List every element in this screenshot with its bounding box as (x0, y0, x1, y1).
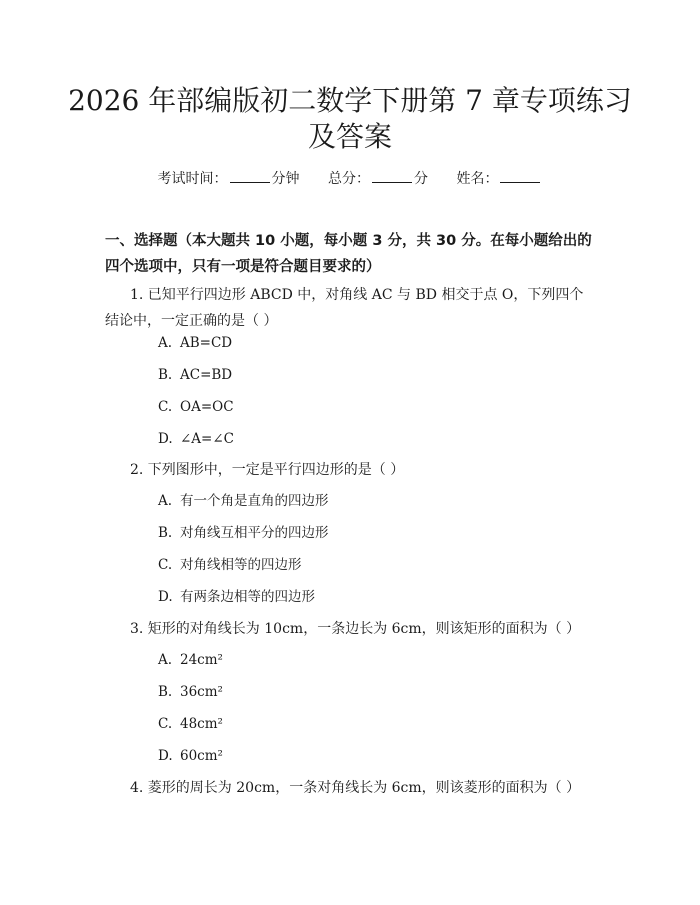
exam-time-label: 考试时间： (157, 171, 228, 187)
option-text: OA=OC (180, 399, 234, 415)
option-letter: B. (158, 525, 173, 541)
option-1c (158, 397, 234, 417)
option-2a (158, 491, 329, 511)
option-letter: D. (158, 748, 173, 764)
total-score-blank (372, 168, 412, 183)
option-text: AB=CD (180, 335, 233, 351)
option-1d (158, 429, 234, 449)
option-letter: D. (158, 589, 173, 605)
option-letter: A. (158, 493, 173, 509)
option-text: 对角线相等的四边形 (180, 557, 302, 573)
exam-time-unit: 分钟 (271, 171, 300, 187)
question-text: 2. 下列图形中，一定是平行四边形的是（ ） (130, 462, 405, 478)
option-3a (158, 650, 223, 670)
option-text: AC=BD (180, 367, 233, 383)
exam-info-line (0, 168, 700, 189)
option-letter: C. (158, 716, 173, 732)
option-text: 有一个角是直角的四边形 (180, 493, 329, 509)
option-3c (158, 714, 223, 734)
option-text: 24cm² (180, 652, 223, 668)
option-text: 有两条边相等的四边形 (180, 589, 315, 605)
total-score-field (328, 168, 428, 189)
option-1a (158, 333, 232, 353)
option-letter: C. (158, 557, 173, 573)
option-letter: B. (158, 684, 173, 700)
section-heading: 一、选择题（本大题共 10 小题，每小题 3 分，共 30 分。在每小题给出的四个选项中，只有一项是符合题目要求的） (105, 233, 592, 275)
question-text: 3. 矩形的对角线长为 10cm，一条边长为 6cm，则该矩形的面积为（ ） (130, 621, 581, 637)
option-text: ∠A=∠C (180, 431, 235, 447)
student-name-field (456, 168, 542, 189)
option-letter: A. (158, 652, 173, 668)
option-text: 36cm² (180, 684, 223, 700)
exam-time-field (158, 168, 300, 189)
page-title: 2026 年部编版初二数学下册第 7 章专项练习 (68, 84, 632, 117)
option-text: 对角线互相平分的四边形 (180, 525, 329, 541)
student-name-label: 姓名： (456, 171, 499, 187)
option-2c (158, 555, 302, 575)
option-letter: B. (158, 367, 173, 383)
student-name-blank (500, 168, 540, 183)
page-title-continued: 及答案 (307, 120, 392, 153)
question-2 (105, 457, 595, 483)
total-score-unit: 分 (414, 171, 428, 187)
option-3d (158, 746, 223, 766)
question-3 (105, 616, 595, 642)
question-text: 1. 已知平行四边形 ABCD 中，对角线 AC 与 BD 相交于点 O，下列四个结论中，一定正确的是（ ） (105, 287, 584, 329)
option-letter: D. (158, 431, 173, 447)
option-letter: A. (158, 335, 173, 351)
option-letter: C. (158, 399, 173, 415)
total-score-label: 总分： (328, 171, 370, 187)
question-1 (105, 282, 595, 334)
question-text: 4. 菱形的周长为 20cm，一条对角线长为 6cm，则该菱形的面积为（ ） (130, 780, 581, 796)
exam-time-blank (230, 168, 270, 183)
option-1b (158, 365, 232, 385)
option-2b (158, 523, 329, 543)
option-text: 60cm² (180, 748, 223, 764)
option-text: 48cm² (180, 716, 223, 732)
option-2d (158, 587, 315, 607)
question-4 (105, 775, 595, 801)
option-3b (158, 682, 223, 702)
